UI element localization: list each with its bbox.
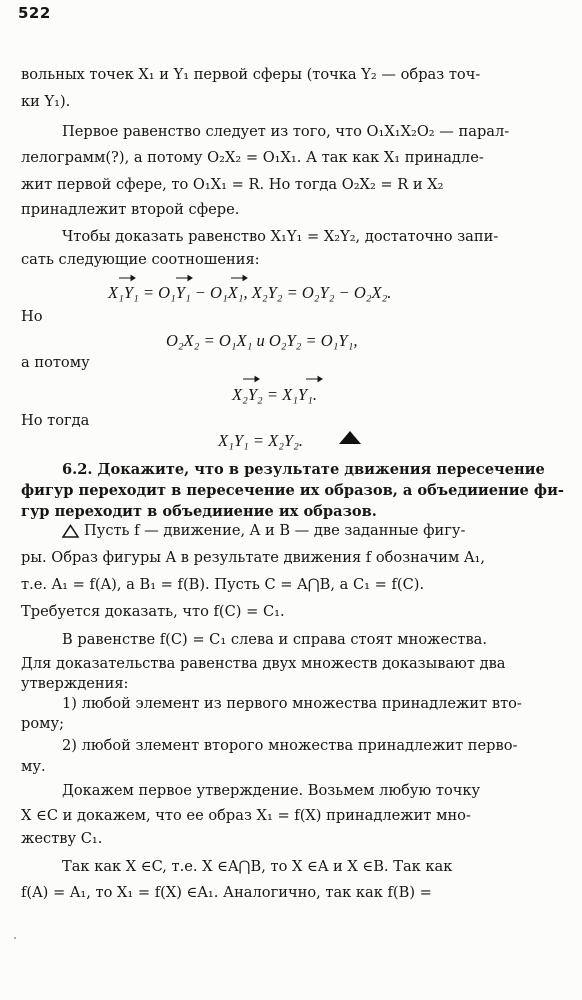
end-of-proof-icon (339, 431, 361, 444)
formula-vector-equality: X₂Y₂ = X₁Y₁. (232, 385, 317, 404)
text-line: вольных точек X₁ и Y₁ первой сферы (точка Y₂ — образ точ- (21, 66, 481, 83)
text-line: ки Y₁). (21, 93, 71, 110)
problem-statement-line: фигур переходит в пересечение их образов, а объедииение фи- (21, 482, 564, 499)
text-line: т.е. A₁ = f(A), а B₁ = f(B). Пусть C = A⋂B, а C₁ = f(C). (21, 576, 425, 593)
formula-conclusion: X₁Y₁ = X₂Y₂. (218, 431, 303, 450)
list-item: 1) любой элемент из первого множества принадлежит вто- (62, 695, 522, 712)
text-line: X ∈C и докажем, что ее образ X₁ = f(X) принадлежит мно- (21, 807, 471, 824)
paragraph-start: Первое равенство следует из того, что O₁X₁X₂O₂ — парал- (62, 123, 510, 140)
text-line: Для доказательства равенства двух множеств доказывают два (21, 655, 506, 672)
page-number: 522 (18, 4, 51, 22)
text-line: Но (21, 308, 43, 325)
text-line: принадлежит второй сфере. (21, 201, 240, 218)
problem-heading: 6.2. Докажите, что в результате движения пересечение (62, 461, 545, 478)
text-line: сать следующие соотношения: (21, 251, 260, 268)
problem-statement-line: гур переходит в объедииение их образов. (21, 503, 377, 520)
text-line: жит первой сфере, то O₁X₁ = R. Но тогда O₂X₂ = R и X₂ (21, 176, 444, 193)
text-line: лелограмм(?), а потому O₂X₂ = O₁X₁. А так как X₁ принадле- (21, 149, 484, 166)
formula-equalities: O₂X₂ = O₁X₁ и O₂Y₂ = O₁Y₁, (166, 331, 358, 350)
paragraph-start: Докажем первое утверждение. Возьмем любую точку (62, 782, 481, 799)
text-line: утверждения: (21, 675, 129, 692)
paragraph-start: Чтобы доказать равенство X₁Y₁ = X₂Y₂, достаточно запи- (62, 228, 499, 245)
solution-start-icon (62, 524, 79, 538)
text-line: Но тогда (21, 412, 90, 429)
paragraph-start: Так как X ∈C, т.е. X ∈A⋂B, то X ∈A и X ∈B. Так как (62, 858, 453, 875)
formula-vector-relations: X₁Y₁ = O₁Y₁ − O₁X₁, X₂Y₂ = O₂Y₂ − O₂X₂. (108, 283, 392, 302)
text-line: а потому (21, 354, 90, 371)
text-line: рому; (21, 715, 64, 732)
text-line: f(A) = A₁, то X₁ = f(X) ∈A₁. Аналогично, так как f(B) = (21, 884, 432, 901)
text-line: жеству C₁. (21, 830, 103, 847)
text-line: ры. Образ фигуры A в результате движения f обозначим A₁, (21, 549, 485, 566)
scan-speck (14, 937, 16, 939)
list-item: 2) любой злемент второго множества принадлежит перво- (62, 737, 518, 754)
text-line: му. (21, 758, 46, 775)
paragraph-start: В равенстве f(C) = C₁ слева и справа стоят множества. (62, 631, 488, 648)
text-line: Требуется доказать, что f(C) = C₁. (21, 603, 285, 620)
paragraph-start: Пусть f — движение, A и B — две заданные фигу- (84, 522, 466, 539)
